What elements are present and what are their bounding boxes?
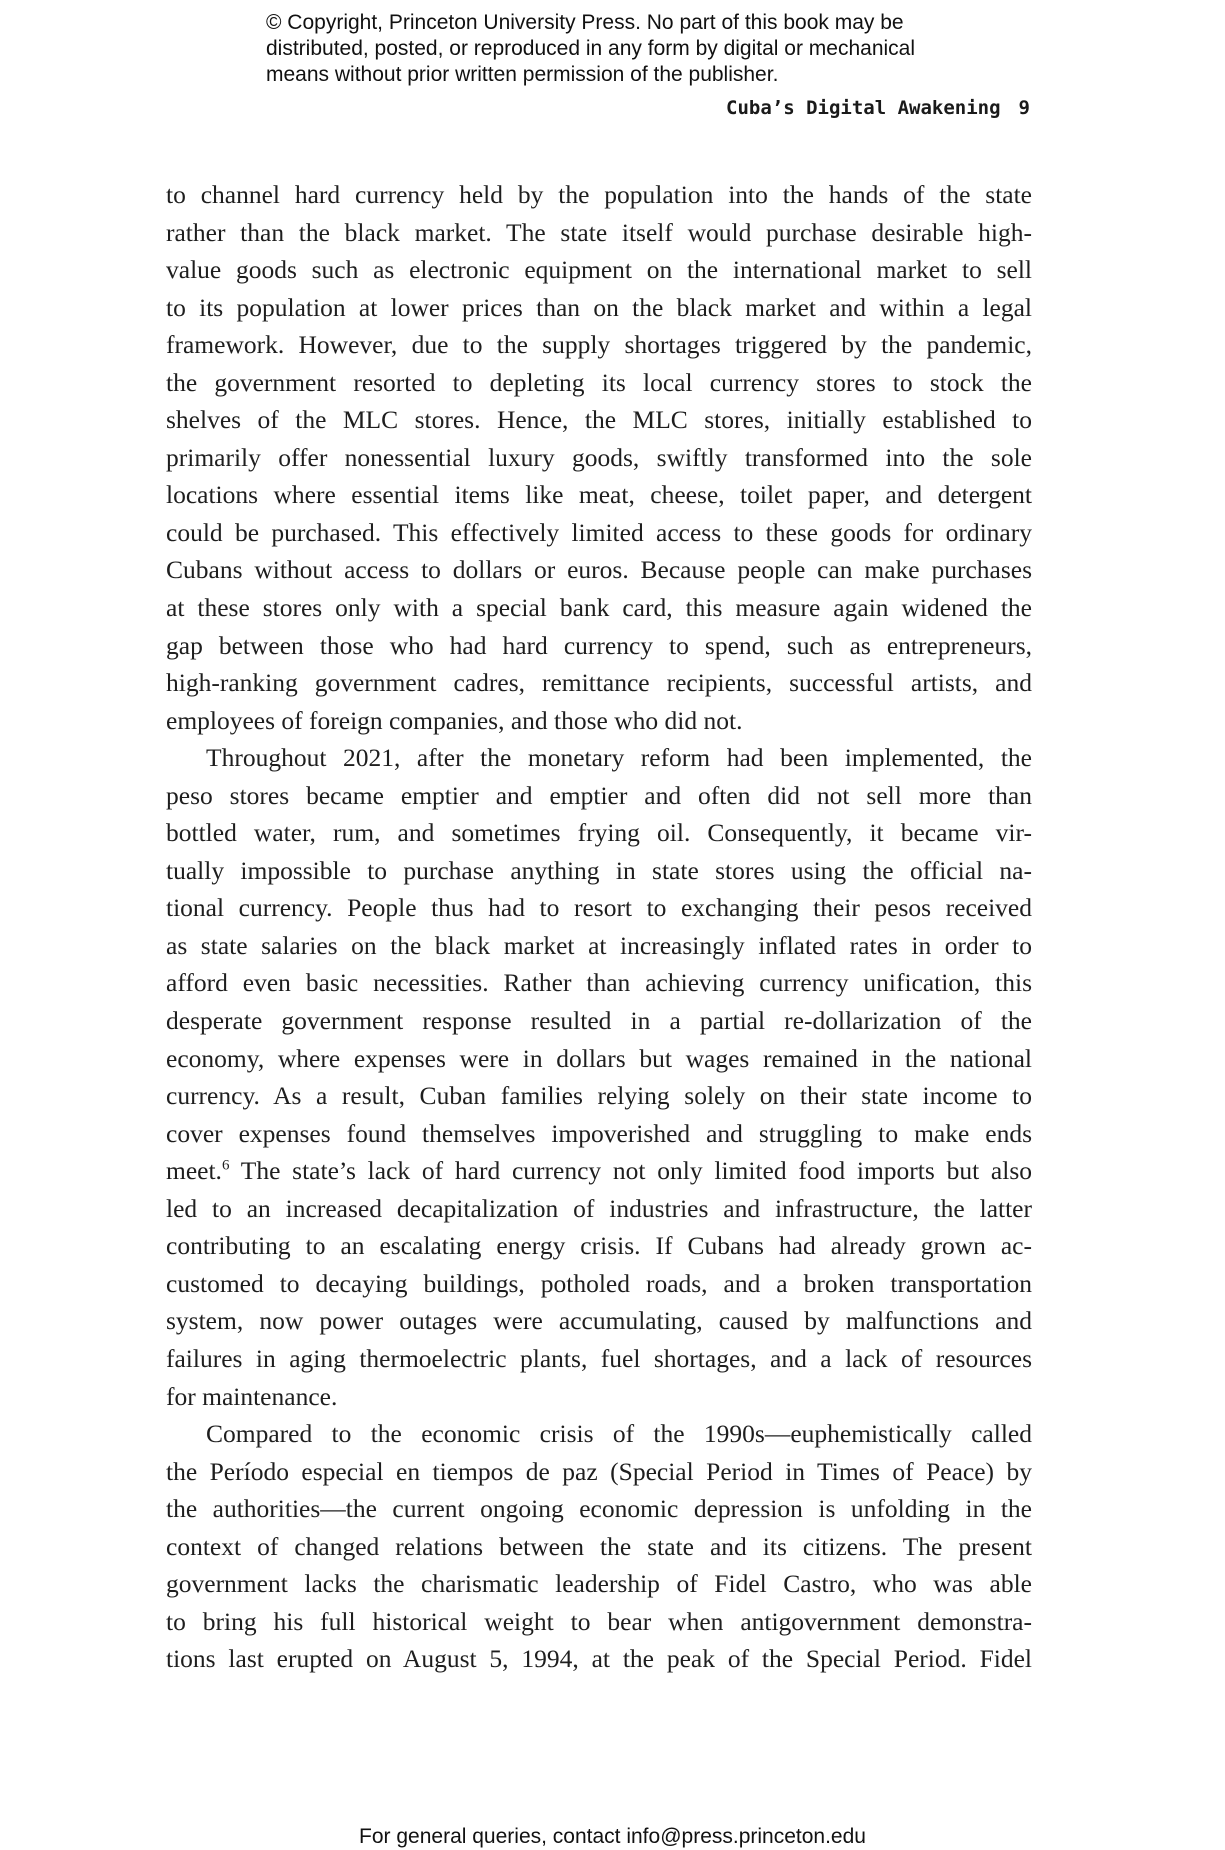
- text-line: at these stores only with a special bank card, this measure again widened the: [166, 593, 1032, 623]
- text-line: afford even basic necessities. Rather than achieving currency unification, this: [166, 968, 1032, 998]
- text-line-with-footnote: [166, 1152, 1032, 1190]
- running-head: [726, 96, 1030, 120]
- text-line: economy, where expenses were in dollars but wages remained in the national: [166, 1043, 1032, 1073]
- text-line: desperate government response resulted in a partial re-dollarization of the: [166, 1006, 1032, 1036]
- text-line: contributing to an escalating energy crisis. If Cubans had already grown ac-: [166, 1231, 1032, 1261]
- text-line: to channel hard currency held by the population into the hands of the state: [166, 180, 1032, 209]
- copyright-line: means without prior written permission of the publisher.: [266, 63, 779, 86]
- line-rest: The state’s lack of hard currency not only limited food imports but also: [240, 1156, 1032, 1186]
- text-line: the authorities—the current ongoing economic depression is unfolding in the: [166, 1494, 1032, 1524]
- text-line: framework. However, due to the supply shortages triggered by the pandemic,: [166, 330, 1032, 360]
- text-line: government lacks the charismatic leadership of Fidel Castro, who was able: [166, 1569, 1032, 1599]
- line-start: meet.: [166, 1156, 222, 1186]
- copyright-line: © Copyright, Princeton University Press. No part of this book may be: [266, 11, 904, 34]
- text-line: Cubans without access to dollars or euros. Because people can make purchases: [166, 555, 1032, 585]
- text-line: to bring his full historical weight to bear when antigovernment demonstra-: [166, 1606, 1032, 1636]
- text-line: as state salaries on the black market at increasingly inflated rates in order to: [166, 930, 1032, 960]
- text-line: locations where essential items like meat, cheese, toilet paper, and detergent: [166, 480, 1032, 510]
- paragraph-start-line: Compared to the economic crisis of the 1990s—euphemistically called: [206, 1419, 1032, 1449]
- copyright-notice: [266, 10, 1026, 88]
- footnote-ref[interactable]: 6: [221, 1157, 230, 1174]
- text-line: the government resorted to depleting its local currency stores to stock the: [166, 367, 1032, 397]
- paragraph-start-line: Throughout 2021, after the monetary reform had been implemented, the: [206, 743, 1032, 773]
- text-line: shelves of the MLC stores. Hence, the MLC stores, initially established to: [166, 405, 1032, 435]
- running-title: Cuba’s Digital Awakening: [726, 97, 1001, 119]
- text-line: for maintenance.: [166, 1381, 338, 1411]
- body-text: [166, 176, 1032, 1678]
- text-line: customed to decaying buildings, potholed roads, and a broken transportation: [166, 1268, 1032, 1298]
- text-line: currency. As a result, Cuban families relying solely on their state income to: [166, 1081, 1032, 1111]
- copyright-line: distributed, posted, or reproduced in any form by digital or mechanical: [266, 37, 916, 60]
- text-line: tional currency. People thus had to resort to exchanging their pesos received: [166, 893, 1032, 923]
- text-line: tually impossible to purchase anything in state stores using the official na-: [166, 855, 1032, 885]
- text-line: could be purchased. This effectively limited access to these goods for ordinary: [166, 517, 1032, 547]
- text-line: to its population at lower prices than on the black market and within a legal: [166, 292, 1032, 322]
- text-line: failures in aging thermoelectric plants, fuel shortages, and a lack of resources: [166, 1343, 1032, 1373]
- text-line: peso stores became emptier and emptier and often did not sell more than: [166, 780, 1032, 810]
- text-line: high-ranking government cadres, remittance recipients, successful artists, and: [166, 668, 1032, 698]
- text-line: value goods such as electronic equipment on the international market to sell: [166, 255, 1032, 285]
- text-line: bottled water, rum, and sometimes frying oil. Consequently, it became vir-: [166, 818, 1032, 848]
- text-line: the Período especial en tiempos de paz (Special Period in Times of Peace) by: [166, 1456, 1032, 1486]
- text-line: gap between those who had hard currency to spend, such as entrepreneurs,: [166, 630, 1032, 660]
- footer-contact: For general queries, contact info@press.princeton.edu: [359, 1825, 866, 1848]
- page-number: 9: [1018, 97, 1030, 119]
- text-line: rather than the black market. The state itself would purchase desirable high-: [166, 217, 1032, 247]
- text-line: tions last erupted on August 5, 1994, at the peak of the Special Period. Fidel: [166, 1644, 1032, 1674]
- text-line: led to an increased decapitalization of industries and infrastructure, the latter: [166, 1193, 1032, 1223]
- text-line: cover expenses found themselves impoverished and struggling to make ends: [166, 1118, 1032, 1148]
- text-line: context of changed relations between the state and its citizens. The present: [166, 1531, 1032, 1561]
- text-line: system, now power outages were accumulating, caused by malfunctions and: [166, 1306, 1032, 1336]
- text-line: employees of foreign companies, and those who did not.: [166, 705, 743, 735]
- text-line: primarily offer nonessential luxury goods, swiftly transformed into the sole: [166, 442, 1032, 472]
